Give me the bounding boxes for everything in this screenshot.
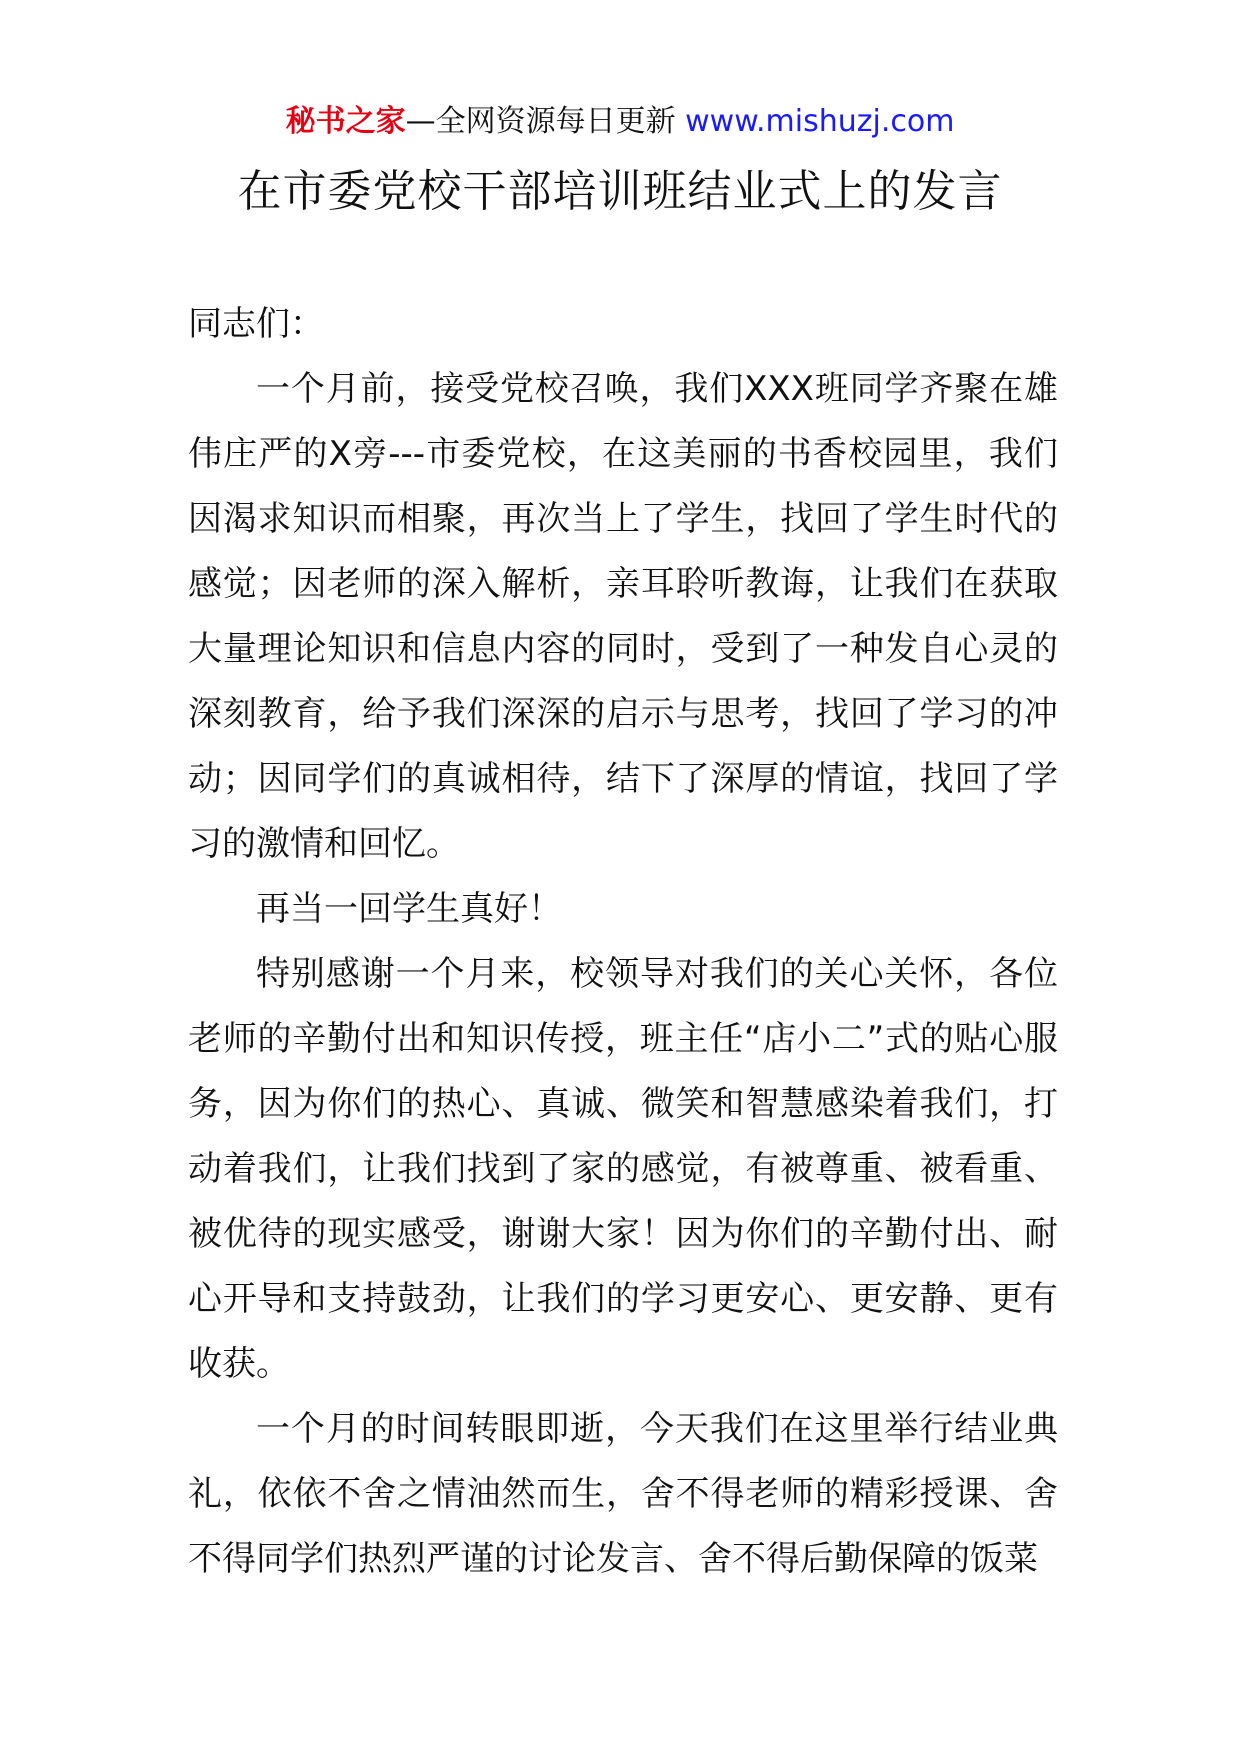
site-header (0, 100, 1240, 144)
site-url-link[interactable]: www.mishuzj.com (685, 104, 955, 139)
salutation: 同志们： (188, 304, 324, 344)
paragraph-2: 再当一回学生真好！ (256, 889, 562, 929)
paragraph-3: 特别感谢一个月来，校领导对我们的关心关怀，各位老师的辛勤付出和知识传授，班主任“店小二”式的贴心服务，因为你们的热心、真诚、微笑和智慧感染着我们，打动着我们，让我们找到了家的感觉，有被尊重、被看重、被优待的现实感受，谢谢大家！因为你们的辛勤付出、耐心开导和支持鼓劲，让我们的学习更安心、更安静、更有收获。 (188, 954, 1058, 1384)
paragraph-1: 一个月前，接受党校召唤，我们XXX班同学齐聚在雄伟庄严的X旁---市委党校，在这美丽的书香校园里，我们因渴求知识而相聚，再次当上了学生，找回了学生时代的感觉；因老师的深入解析，亲耳聆听教诲，让我们在获取大量理论知识和信息内容的同时，受到了一种发自心灵的深刻教育，给予我们深深的启示与思考，找回了学习的冲动；因同学们的真诚相待，结下了深厚的情谊，找回了学习的激情和回忆。 (188, 369, 1058, 864)
document-title: 在市委党校干部培训班结业式上的发言 (237, 166, 1003, 217)
paragraph-4: 一个月的时间转眼即逝，今天我们在这里举行结业典礼，依依不舍之情油然而生，舍不得老师的精彩授课、舍不得同学们热烈严谨的讨论发言、舍不得后勤保障的饭菜 (188, 1409, 1058, 1579)
site-tagline: —全网资源每日更新 (405, 104, 676, 139)
document-body (188, 292, 1058, 1592)
site-brand: 秘书之家 (285, 104, 406, 139)
